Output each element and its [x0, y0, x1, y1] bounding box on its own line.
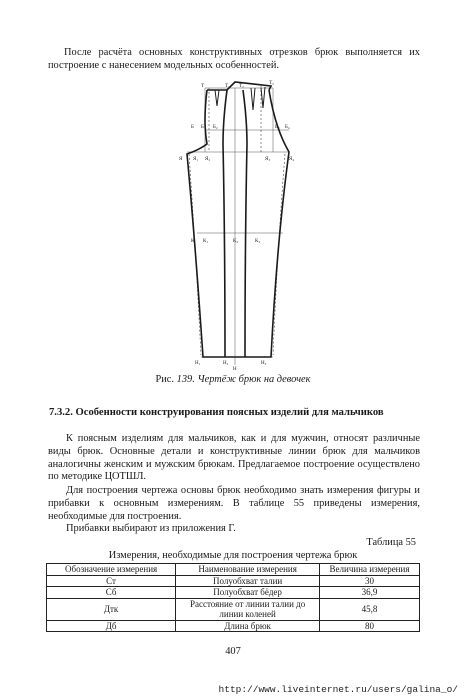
- cell-value: 80: [320, 620, 420, 632]
- label-ya: Я: [179, 157, 183, 162]
- cell-designation: Ст: [47, 575, 176, 587]
- label-k2: К₂: [233, 239, 239, 244]
- label-k3: К₃: [255, 239, 261, 244]
- front-dart: [215, 90, 219, 106]
- cell-designation: Сб: [47, 587, 176, 599]
- label-n3: Н₃: [261, 361, 267, 366]
- cell-value: 45,8: [320, 598, 420, 620]
- measurements-table: [46, 563, 420, 632]
- section-title-text: Особенности конструирования поясных изделий для мальчиков: [75, 407, 384, 418]
- cell-name: Полуобхват бёдер: [176, 587, 320, 599]
- label-ya2: Я₂: [205, 157, 211, 162]
- label-t: Т: [201, 84, 205, 89]
- aux-back-outer: [273, 154, 285, 355]
- label-k1: К₁: [203, 239, 209, 244]
- label-ya1: Я₁: [193, 157, 199, 162]
- label-ya4: Я₄: [289, 157, 295, 162]
- paragraph-3: Прибавки выбирают из приложения Г.: [66, 523, 236, 534]
- label-b: Б: [191, 125, 194, 130]
- label-t1: Т₁: [225, 84, 230, 89]
- cell-designation: Дтк: [47, 598, 176, 620]
- cell-value: 36,9: [320, 587, 420, 599]
- label-b3: Б₃: [275, 125, 280, 130]
- footer-url[interactable]: http://www.liveinternet.ru/users/galina_o/: [218, 684, 458, 695]
- table-row: [47, 587, 420, 599]
- cell-designation: Дб: [47, 620, 176, 632]
- label-n: Н: [233, 367, 237, 370]
- caption-prefix: Рис.: [155, 374, 175, 385]
- table-row: [47, 575, 420, 587]
- label-b2: Б₂: [213, 125, 218, 130]
- cell-name: Длина брюк: [176, 620, 320, 632]
- header-value: Величина измерения: [320, 564, 420, 576]
- caption-text: Чертёж брюк на девочек: [197, 374, 311, 385]
- paragraph-1: К поясным изделиям для мальчиков, как и для мужчин, относят различные виды брюк. Основные детали и конструктивные линии брюк для мальчиков аналогичны женским и мужским брюкам. Предлагаемое построение осуществлено по методике ЦОТШЛ.: [48, 433, 420, 483]
- cell-value: 30: [320, 575, 420, 587]
- label-b4: Б₄: [285, 125, 290, 130]
- intro-paragraph: После расчёта основных конструктивных отрезков брюк выполняется их построение с нанесением модельных особенностей.: [48, 47, 420, 71]
- label-k: К: [191, 239, 195, 244]
- table-row: [47, 620, 420, 632]
- table-label: Таблица 55: [366, 537, 416, 548]
- label-t3: Т₃: [269, 81, 274, 86]
- table-row: [47, 598, 420, 620]
- caption-number: 139.: [176, 374, 195, 385]
- table-title: Измерения, необходимые для построения чертежа брюк: [108, 550, 358, 561]
- cell-name: Полуобхват талии: [176, 575, 320, 587]
- table-header-row: [47, 564, 420, 576]
- page-number: 407: [225, 646, 241, 657]
- header-name: Наименование измерения: [176, 564, 320, 576]
- paragraph-2: Для построения чертежа основы брюк необходимо знать измерения фигуры и прибавки к основным измерениям. В таблице 55 приведены измерения, необходимые для построения.: [48, 485, 420, 522]
- header-designation: Обозначение измерения: [47, 564, 176, 576]
- cell-name: Расстояние от линии талии до линии коленей: [176, 598, 320, 620]
- pattern-outline: [187, 82, 289, 357]
- label-b1: Б₁: [201, 125, 206, 130]
- trousers-pattern-drawing: [165, 80, 300, 370]
- back-dart-1: [251, 88, 255, 110]
- back-dart-2: [261, 87, 265, 108]
- label-n2: Н₂: [223, 361, 229, 366]
- section-heading: [49, 407, 384, 418]
- point-labels: [179, 81, 294, 370]
- label-t2: Т₂: [239, 84, 244, 89]
- figure-caption: [0, 374, 466, 385]
- label-n1: Н₁: [195, 361, 201, 366]
- section-number: 7.3.2.: [49, 407, 73, 418]
- label-ya3: Я₃: [265, 157, 271, 162]
